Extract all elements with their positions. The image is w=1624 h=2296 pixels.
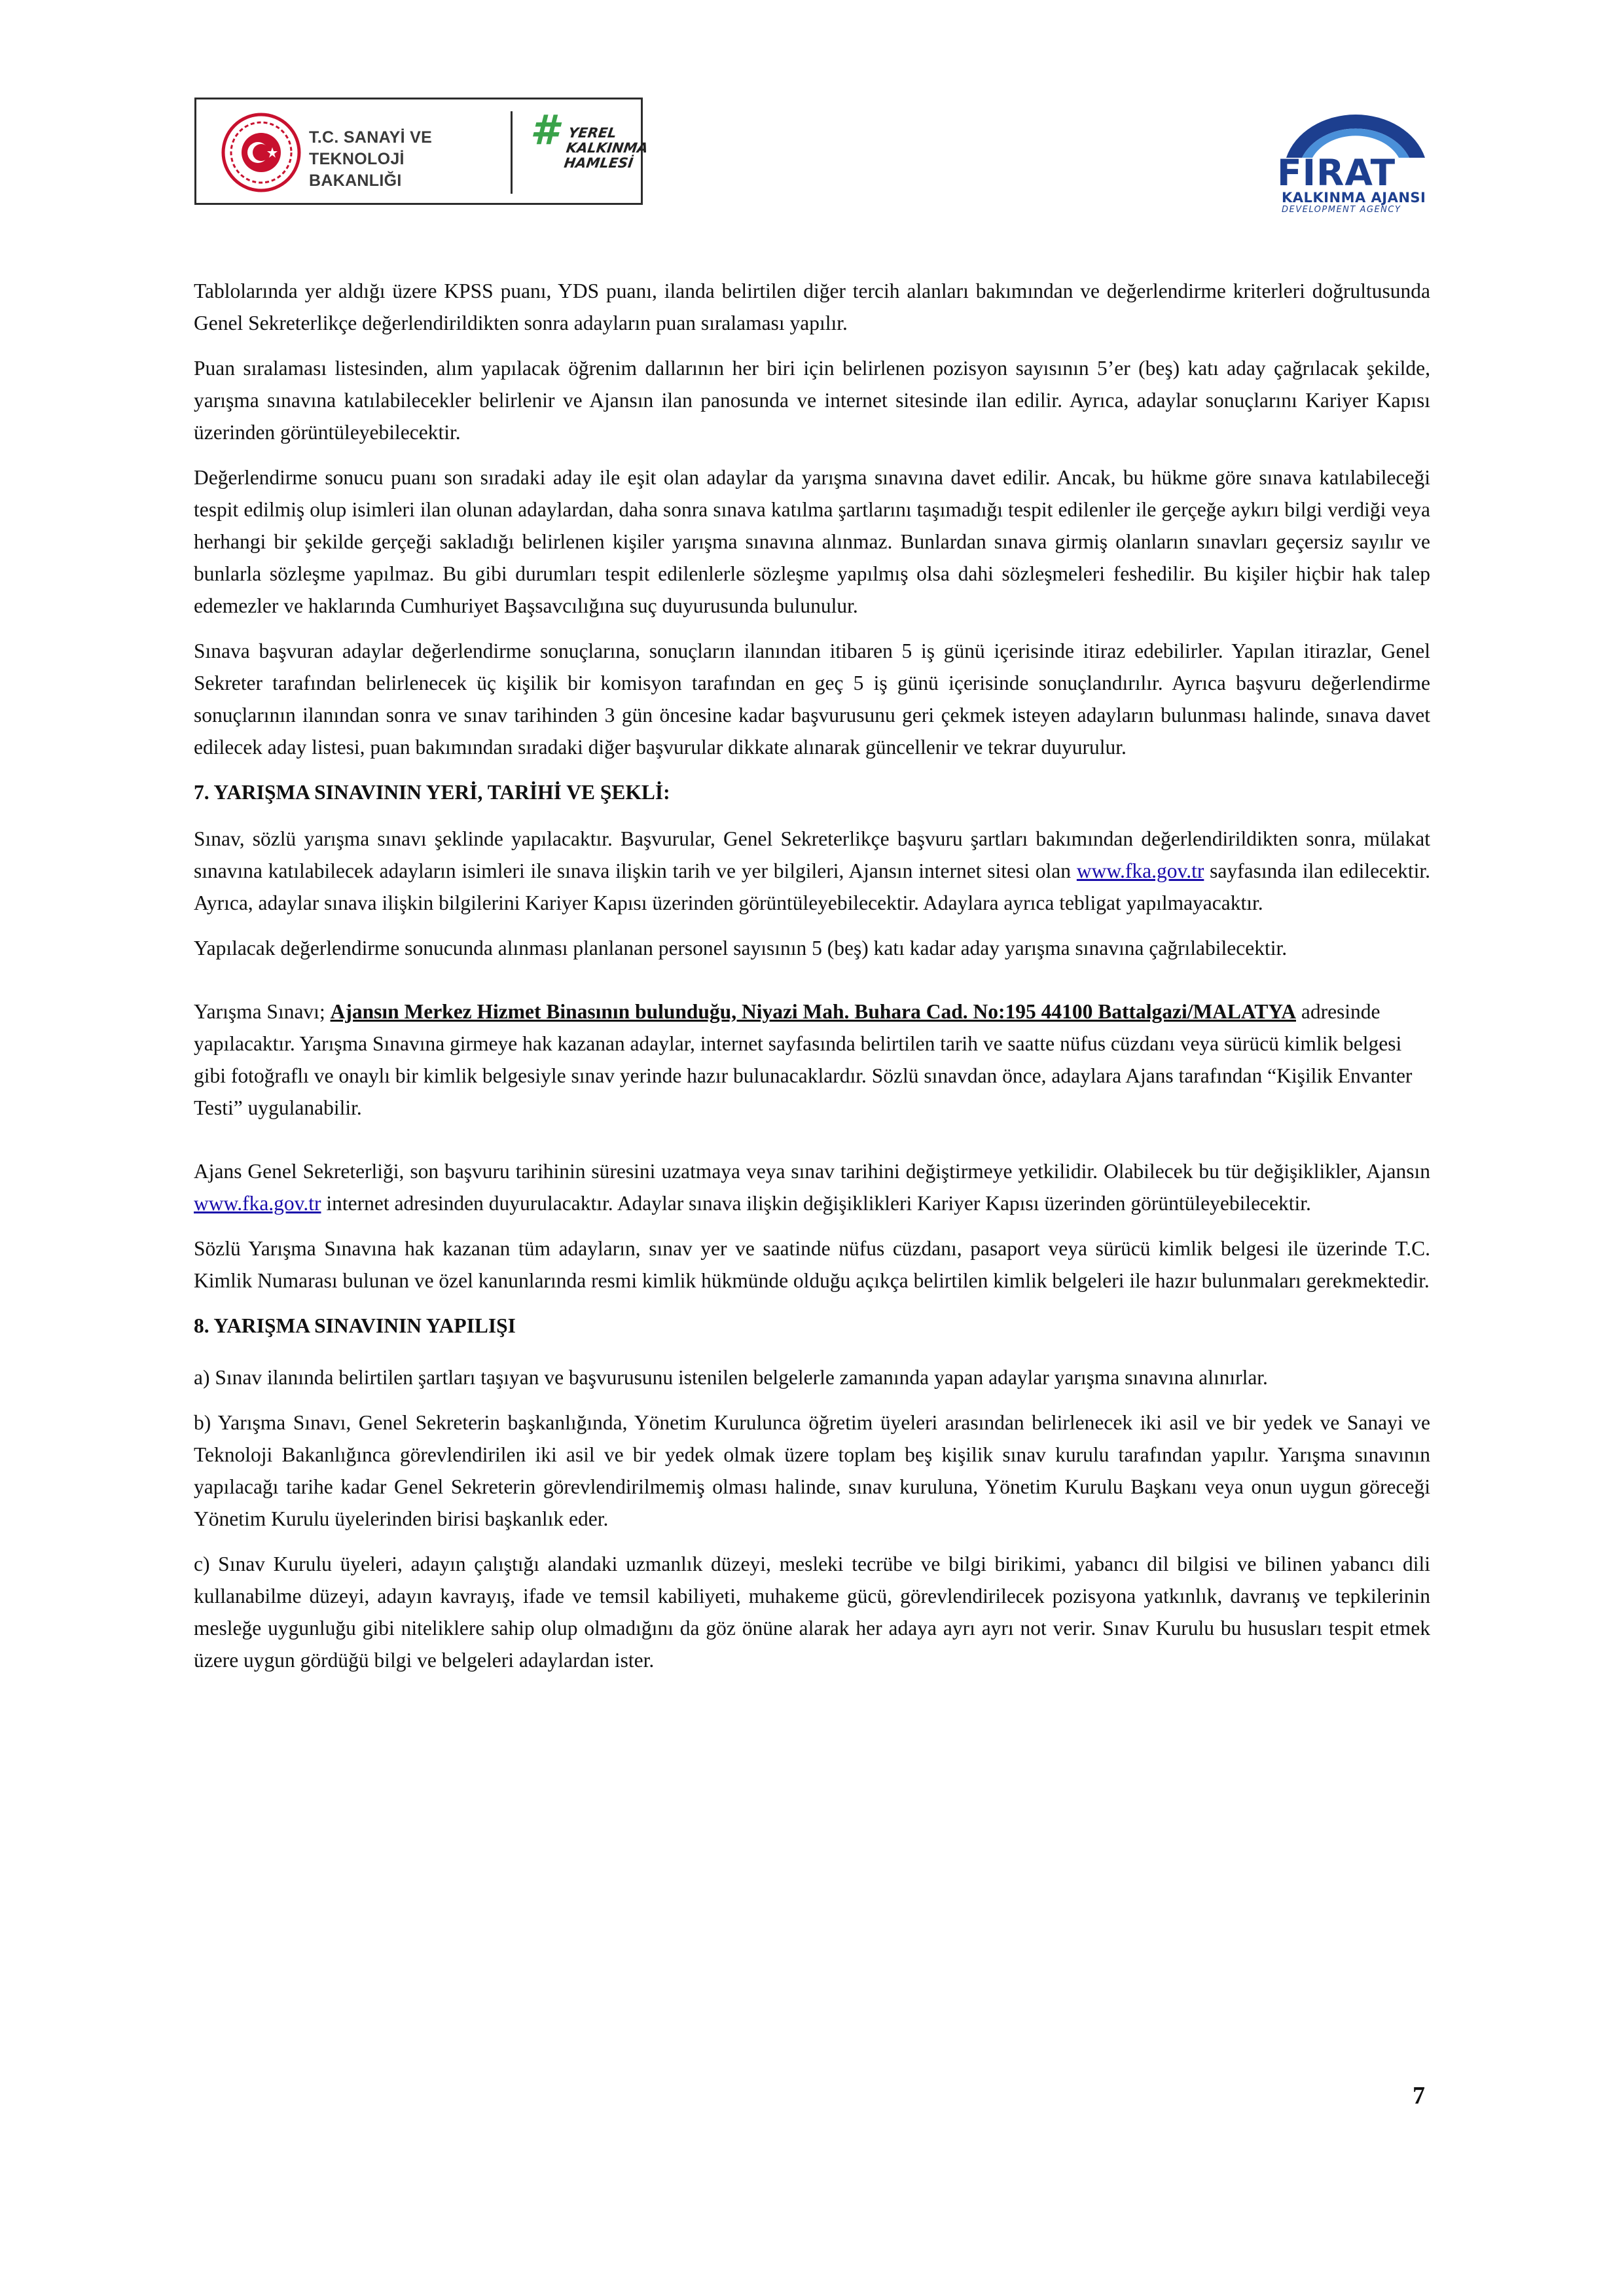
paragraph-objections: Sınava başvuran adaylar değerlendirme sonuçlarına, sonuçların ilanından itibaren 5 iş günü içerisinde itiraz edebilirler. Yapılan itirazlar, Genel Sekreter tarafından belirlenecek üç kişilik bir komisyon tarafından en geç 5 iş günü içerisinde sonuçlandırılır. Ayrıca başvuru değerlendirme sonuçlarının ilanından sonra ve sınav tarihinden 3 gün öncesine kadar başvurusunu geri çekmek isteyen adayların bulunması halinde, sınava davet edilecek aday listesi, puan bakımından sıradaki diğer başvurular dikkate alınarak güncellenir ve tekrar duyurulur.: [194, 639, 1430, 759]
paragraph-exam-format: [194, 823, 1430, 919]
document-body: [194, 275, 1430, 1689]
exam-format-text-a: Sınav, sözlü yarışma sınavı şeklinde yapılacaktır. Başvurular, Genel Sekreterlikçe başvuru şartları bakımından değerlendirildikten sonra, mülakat sınavına katılabilecek adayların isimleri ile sınava ilişkin tarih ve yer bilgileri, Ajansın internet sitesi olan: [194, 827, 1430, 882]
yerel-line-1: YEREL: [567, 125, 618, 141]
yerel-line-3: HAMLESİ: [563, 155, 634, 171]
paragraph-candidate-count: Yapılacak değerlendirme sonucunda alınması planlanan personel sayısının 5 (beş) katı kadar aday yarışma sınavına çağrılabilecektir.: [194, 937, 1288, 960]
paragraph-item-c: c) Sınav Kurulu üyeleri, adayın çalıştığı alandaki uzmanlık düzeyi, mesleki tecrübe ve bilgi birikimi, yabancı dil bilgisi ve bilinen yabancı dili kullanabilme düzeyi, adayın kavrayış, ifade ve temsil kabiliyeti, muhakeme gücü, görevlendirilecek pozisyona yatkınlık, davranış ve tepkilerinin mesleğe uygunluğu gibi niteliklere sahip olup olmadığını da göz önüne alarak her adaya ayrı ayrı not verir. Sınav Kurulu bu hususları tespit etmek üzere uygun gördüğü bilgi ve belgeleri adaylardan ister.: [194, 1552, 1430, 1672]
spacer: [194, 1137, 1430, 1155]
agency-subtitle: KALKINMA AJANSI: [1282, 190, 1426, 206]
ministry-emblem-icon: [220, 111, 302, 194]
section-heading-8: 8. YARIŞMA SINAVININ YAPILIŞI: [194, 1314, 516, 1337]
ministry-line-2: TEKNOLOJİ BAKANLIĞI: [309, 150, 405, 190]
date-changes-text-b: internet adresinden duyurulacaktır. Adaylar sınava ilişkin değişiklikleri Kariyer Kapısı üzerinden görüntüleyebilecektir.: [326, 1192, 1311, 1215]
hashtag-icon: #: [530, 106, 559, 154]
paragraph-exam-location: [194, 996, 1430, 1124]
section-heading-7: 7. YARIŞMA SINAVININ YERİ, TARİHİ VE ŞEKLİ:: [194, 781, 670, 804]
paragraph-date-changes: [194, 1155, 1430, 1219]
ministry-name: [309, 127, 479, 192]
agency-subtitle-en: DEVELOPMENT AGENCY: [1282, 205, 1401, 215]
paragraph-item-a: a) Sınav ilanında belirtilen şartları taşıyan ve başvurusunu istenilen belgelerle zamanında yapan adaylar yarışma sınavına alınırlar.: [194, 1366, 1268, 1389]
yerel-kalkinma-logo: [563, 126, 651, 171]
exam-format-text-b: sayfasında ilan edilecektir. Ayrıca, adaylar sınava ilişkin bilgilerini Kariyer Kapısı üzerinden görüntüleyebilecektir. Adaylara ayrıca tebligat yapılmayacaktır.: [194, 859, 1431, 914]
exam-location-label: Yarışma Sınavı;: [194, 1000, 325, 1023]
spacer: [194, 977, 1430, 996]
yerel-line-2: KALKINMA: [565, 140, 649, 156]
page-number: 7: [1413, 2082, 1425, 2109]
paragraph-id-documents: Sözlü Yarışma Sınavına hak kazanan tüm adayların, sınav yer ve saatinde nüfus cüzdanı, pasaport veya sürücü kimlik belgesi ile üzerinde T.C. Kimlik Numarası bulunan ve özel kanunlarında resmi kimlik hükmünde olduğu açıkça belirtilen kimlik belgeleri ile hazır bulunmaları gerekmektedir.: [194, 1237, 1430, 1292]
paragraph-ranking: Tablolarında yer aldığı üzere KPSS puanı, YDS puanı, ilanda belirtilen diğer tercih alanları bakımından ve değerlendirme kriterleri doğrultusunda Genel Sekreterlikçe değerlendirildikten sonra adayların puan sıralaması yapılır.: [194, 279, 1430, 334]
agency-website-link[interactable]: www.fka.gov.tr: [1076, 859, 1204, 882]
exam-location-text: adresinde yapılacaktır. Yarışma Sınavına girmeye hak kazanan adaylar, internet sayfasında belirtilen tarih ve saatte nüfus cüzdanı veya sürücü kimlik belgesi gibi fotoğraflı ve onaylı bir kimlik belgesiyle sınav yerinde hazır bulunacaklardır. Sözlü sınavdan önce, adaylara Ajans tarafından “Kişilik Envanter Testi” uygulanabilir.: [194, 1000, 1413, 1119]
spacer: [194, 1356, 1430, 1361]
ministry-line-1: T.C. SANAYİ VE: [309, 128, 433, 147]
paragraph-item-b: b) Yarışma Sınavı, Genel Sekreterin başkanlığında, Yönetim Kurulunca öğretim üyeleri arasından belirlenecek iki asil ve bir yedek ve Sanayi ve Teknoloji Bakanlığınca görevlendirilen iki asil ve bir yedek olmak üzere toplam beş kişilik sınav kurulu tarafından yapılır. Yarışma sınavının yapılacağı tarihe kadar Genel Sekreterin görevlendirilmemiş olması halinde, sınav kuruluna, Yönetim Kurulu Başkanı veya onun uygun göreceği Yönetim Kurulu üyelerinden birisi başkanlık eder.: [194, 1411, 1430, 1530]
paragraph-equal-score: Değerlendirme sonucu puanı son sıradaki aday ile eşit olan adaylar da yarışma sınavına davet edilir. Ancak, bu hükme göre sınava katılabileceği tespit edilmiş olup isimleri ilan olunan adaylardan, daha sonra sınava katılma şartlarını taşımadığı tespit edilenler ile gerçeğe aykırı bilgi verdiği veya herhangi bir şekilde gerçeği sakladığı belirlenen kişiler yarışma sınavına alınmaz. Bunlardan sınava girmiş olanların sınavları geçersiz sayılır ve bunlarla sözleşme yapılmaz. Bu gibi durumları tespit edilenlerle sözleşme yapılmış olsa dahi sözleşmeleri feshedilir. Bu kişiler hiçbir hak talep edemezler ve haklarında Cumhuriyet Başsavcılığına suç duyurusunda bulunulur.: [194, 466, 1430, 617]
logo-divider: [511, 111, 513, 194]
ministry-logo-box: [194, 98, 649, 205]
exam-address: Ajansın Merkez Hizmet Binasının bulunduğu, Niyazi Mah. Buhara Cad. No:195 44100 Battalgazi/MALATYA: [330, 1000, 1296, 1023]
agency-name: FIRAT: [1277, 152, 1396, 194]
paragraph-ranking-list: Puan sıralaması listesinden, alım yapılacak öğrenim dallarının her biri için belirlenen pozisyon sayısının 5’er (beş) katı aday çağrılacak şekilde, yarışma sınavına katılabilecekler belirlenir ve Ajansın ilan panosunda ve internet sitesinde ilan edilir. Ayrıca, adaylar sonuçlarını Kariyer Kapısı üzerinden görüntüleyebilecektir.: [194, 357, 1430, 444]
agency-website-link-2[interactable]: www.fka.gov.tr: [194, 1192, 321, 1215]
date-changes-text-a: Ajans Genel Sekreterliği, son başvuru tarihinin süresini uzatmaya veya sınav tarihini değiştirmeye yetkilidir. Olabilecek bu tür değişiklikler, Ajansın: [194, 1160, 1430, 1183]
